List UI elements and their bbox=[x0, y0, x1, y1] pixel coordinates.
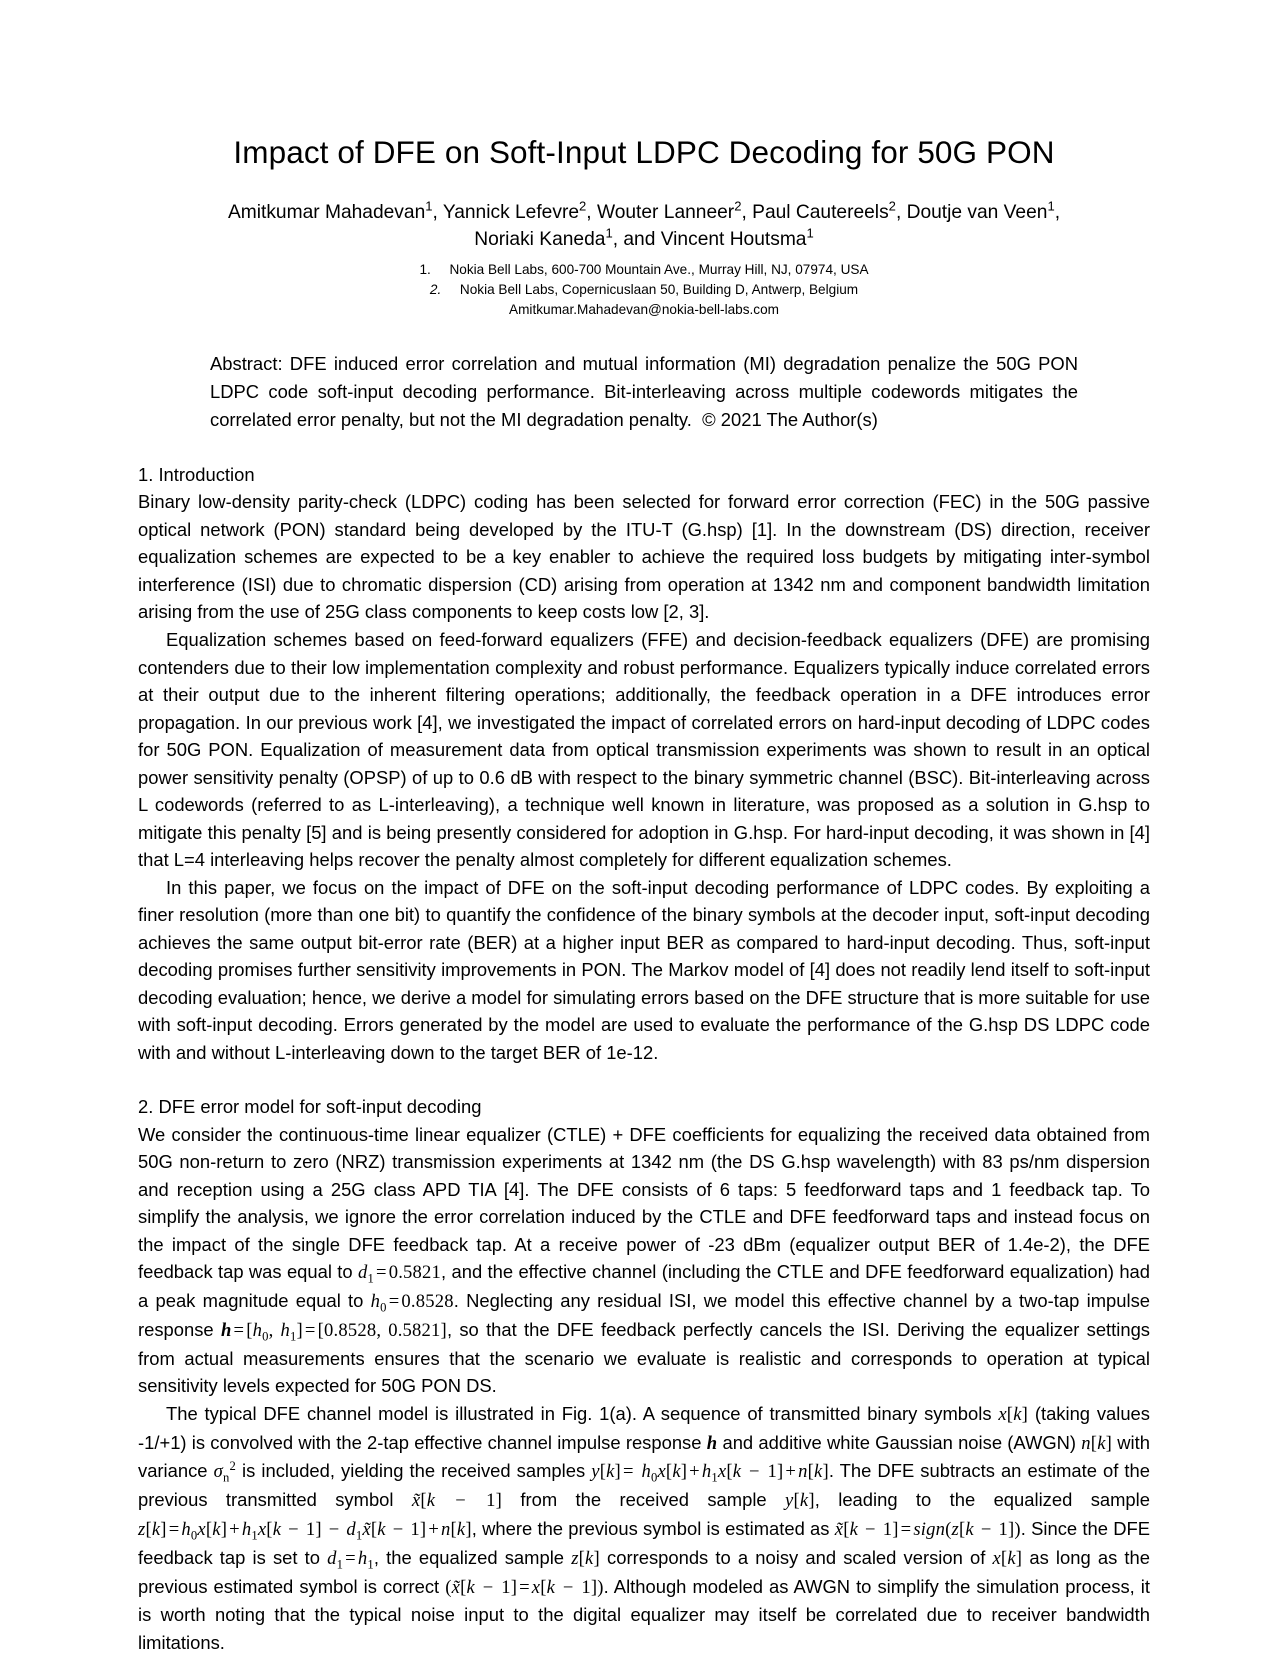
math-h0-definition: $h_0 = 0.8528$ bbox=[370, 1291, 454, 1315]
text-run: , leading to the equalized sample bbox=[814, 1489, 1150, 1511]
text-run: (taking values -1/+1) is convolved with the 2-tap effective channel impulse response bbox=[138, 1402, 1150, 1453]
text-run: and additive white Gaussian noise (AWGN) bbox=[717, 1431, 1082, 1453]
math-d1-definition: $d_1 = 0.5821$ bbox=[358, 1262, 442, 1287]
author-entry: Wouter Lanneer$^2$ bbox=[596, 198, 742, 224]
math-nk: n[k] bbox=[1081, 1432, 1113, 1454]
section-heading-introduction: 1. Introduction bbox=[138, 463, 255, 485]
abstract-text: Abstract: DFE induced error correlation and mutual information (MI) degradation penalize the 50G PON LDPC code soft-input decoding performance. Bit-interleaving across multiple codewords mitigates the correlated error penalty, but not the MI degradation penalty. bbox=[210, 352, 1078, 430]
text-run: , the equalized sample bbox=[373, 1546, 572, 1568]
paragraph-intro-3: In this paper, we focus on the impact of DFE on the soft-input decoding performance of LDPC codes. By exploiting a finer resolution (more than one bit) to quantify the confidence of the binary symbols at the decoder input, soft-input decoding achieves the same output bit-error rate (BER) at a higher input BER as compared to hard-input decoding. Thus, soft-input decoding promises further sensitivity improvements in PON. The Markov model of [4] does not readily lend itself to soft-input decoding evaluation; hence, we derive a model for simulating errors based on the DFE structure that is more suitable for use with soft-input decoding. Errors generated by the model are used to evaluate the performance of the G.hsp DS LDPC code with and without L-interleaving down to the target BER of 1e-12. bbox=[138, 876, 1151, 1063]
text-run: , and the effective channel (including the CTLE and DFE feedforward equalization) had a peak magnitude equal to bbox=[138, 1261, 1151, 1312]
math-xk: x[k] bbox=[998, 1403, 1029, 1425]
text-run: . The DFE subtracts an estimate of the previous transmitted symbol bbox=[138, 1460, 1150, 1511]
section-heading-dfe-error-model: 2. DFE error model for soft-input decoding bbox=[138, 1096, 482, 1118]
math-h-bold: h bbox=[706, 1432, 718, 1454]
affiliation-number: 2. bbox=[429, 281, 442, 297]
affiliation-marker: 1 bbox=[1047, 198, 1055, 214]
affiliation-text: Nokia Bell Labs, Copernicuslaan 50, Building D, Antwerp, Belgium bbox=[459, 281, 859, 297]
affiliation-marker: 1 bbox=[605, 225, 613, 241]
affiliation-item bbox=[138, 260, 1150, 280]
math-correct-decision-condition: (x̃[k − 1] = x[k − 1]) bbox=[445, 1576, 604, 1598]
text-run: from the received sample bbox=[502, 1489, 786, 1511]
author-entry: Yannick Lefevre$^2$ bbox=[442, 198, 587, 224]
math-x-estimate-prev: x̃[k − 1] bbox=[411, 1490, 502, 1512]
math-yk: y[k] bbox=[785, 1490, 815, 1512]
text-run: is included, yielding the received samples bbox=[235, 1460, 592, 1482]
math-equalized-sample-equation: $z[k] = h_0x[k] + h_1x[k - 1]$ − $d_1x̃[k - 1] + n[k]$ bbox=[138, 1519, 472, 1543]
author-line-1: Amitkumar Mahadevan$^1$, Yannick Lefevre$^2$, Wouter Lanneer$^2$, Paul Cautereels$^2$, Doutje van Veen$^1$, bbox=[227, 198, 1061, 224]
affiliation-number: 1. bbox=[419, 262, 431, 278]
author-list bbox=[138, 170, 1150, 253]
author-line-2: Noriaki Kaneda$^1$, and Vincent Houtsma$^1$ bbox=[474, 225, 814, 250]
copyright-notice: © 2021 The Author(s) bbox=[702, 408, 878, 430]
text-run: . Although modeled as AWGN to simplify the simulation process, it is worth noting that the typical noise input to the digital equalizer may itself be correlated due to receiver bandwidth limitations. bbox=[138, 1575, 1151, 1653]
text-run: , so that the DFE feedback perfectly cancels the ISI. Deriving the equalizer settings from actual measurements ensures that the scenario we evaluate is realistic and corresponds to operation at typical sensitivity levels expected for 50G PON DS. bbox=[138, 1319, 1150, 1397]
affiliation-list bbox=[138, 253, 1150, 320]
math-zk: z[k] bbox=[571, 1547, 600, 1569]
text-run: . Since the DFE feedback tap is set to bbox=[138, 1518, 1150, 1568]
text-run: corresponds to a noisy and scaled version of bbox=[599, 1546, 993, 1568]
text-run: as long as the previous estimated symbol is correct bbox=[138, 1546, 1150, 1597]
math-d1-equals-h1: $d_1 = h_1$ bbox=[327, 1547, 374, 1572]
math-sign-decision: x̃[k − 1] = sign(z[k − 1]) bbox=[834, 1519, 1021, 1541]
math-value-h0: 0.8528 bbox=[401, 1291, 454, 1313]
paragraph-intro-2: Equalization schemes based on feed-forward equalizers (FFE) and decision-feedback equalizers (DFE) are promising contenders due to their low implementation complexity and robust performance. Equalizers typically induce correlated errors at their output due to the inherent filtering operations; additionally, the feedback operation in a DFE introduces error propagation. In our previous work [4], we investigated the impact of correlated errors on hard-input decoding of LDPC codes for 50G PON. Equalization of measurement data from optical transmission experiments was shown to result in an optical power sensitivity penalty (OPSP) of up to 0.6 dB with respect to the binary symmetric channel (BSC). Bit-interleaving across L codewords (referred to as L-interleaving), a technique well known in literature, was proposed as a solution in G.hsp to mitigate this penalty [5] and is being presently considered for adoption in G.hsp. For hard-input decoding, it was shown in [4] that L=4 interleaving helps recover the penalty almost completely for different equalization schemes. bbox=[138, 629, 1150, 871]
affiliation-item bbox=[138, 280, 1150, 300]
text-run: , where the previous symbol is estimated as bbox=[471, 1518, 835, 1540]
contact-email: Amitkumar.Mahadevan@nokia-bell-labs.com bbox=[509, 302, 779, 318]
math-h-vector: $h = [h_0$, $h_1] = [0.8528$, 0.5821] bbox=[220, 1320, 447, 1344]
page-title: Impact of DFE on Soft-Input LDPC Decoding for 50G PON bbox=[233, 134, 1055, 170]
text-run: with variance bbox=[138, 1431, 1150, 1482]
affiliation-marker: 2 bbox=[888, 198, 896, 214]
affiliation-text: Nokia Bell Labs, 600-700 Mountain Ave., Murray Hill, NJ, 07974, USA bbox=[449, 262, 869, 278]
paragraph-model-2 bbox=[138, 1400, 1150, 1656]
text-run: . Neglecting any residual ISI, we model this effective channel by a two-tap impulse response bbox=[138, 1290, 1150, 1341]
affiliation-marker: 1 bbox=[806, 225, 814, 241]
math-value-d1: 0.5821 bbox=[388, 1262, 442, 1284]
math-noise-variance: $\sigma_n^2$ bbox=[213, 1459, 236, 1486]
page-content bbox=[138, 0, 1150, 1656]
math-value-h-vector: [0.8528, 0.5821] bbox=[317, 1320, 447, 1342]
author-entry: Paul Cautereels$^2$ bbox=[752, 198, 896, 224]
abstract bbox=[138, 320, 1150, 434]
text-run: We consider the continuous-time linear equalizer (CTLE) + DFE coefficients for equalizing the received data obtained from 50G non-return to zero (NRZ) transmission experiments at 1342 nm (the DS G.hsp wavelength) with 83 ps/nm dispersion and reception using a 25G class APD TIA [4]. The DFE consists of 6 taps: 5 feedforward taps and 1 feedback tap. To simplify the analysis, we ignore the error correlation induced by the CTLE and DFE feedforward taps and instead focus on the impact of the single DFE feedback tap. At a receive power of -23 dBm (equalizer output BER of 1.4e-2), the DFE feedback tap was equal to bbox=[138, 1123, 1150, 1283]
author-entry: Amitkumar Mahadevan$^1$ bbox=[227, 198, 433, 224]
author-entry: Vincent Houtsma$^1$ bbox=[660, 225, 814, 250]
affiliation-marker: 2 bbox=[579, 198, 587, 214]
author-entry: Doutje van Veen$^1$ bbox=[906, 198, 1055, 224]
affiliation-marker: 2 bbox=[734, 198, 742, 214]
math-received-sample-equation: $y[k] = h_0x[k] + h_1x[k - 1] + n[k]$ bbox=[591, 1461, 829, 1486]
paragraph-model-1 bbox=[138, 1121, 1150, 1400]
text-run: The typical DFE channel model is illustrated in Fig. 1(a). A sequence of transmitted binary symbols bbox=[166, 1402, 999, 1424]
paragraph-intro-1: Binary low-density parity-check (LDPC) coding has been selected for forward error correction (FEC) in the 50G passive optical network (PON) standard being developed by the ITU-T (G.hsp) [1]. In the downstream (DS) direction, receiver equalization schemes are expected to be a key enabler to achieve the required loss budgets by mitigating inter-symbol interference (ISI) due to chromatic dispersion (CD) arising from operation at 1342 nm and component bandwidth limitation arising from the use of 25G class components to keep costs low [2, 3]. bbox=[138, 491, 1150, 623]
math-xk-2: x[k] bbox=[992, 1547, 1023, 1569]
author-entry: Noriaki Kaneda$^1$ bbox=[474, 225, 613, 250]
affiliation-marker: 1 bbox=[425, 198, 433, 214]
